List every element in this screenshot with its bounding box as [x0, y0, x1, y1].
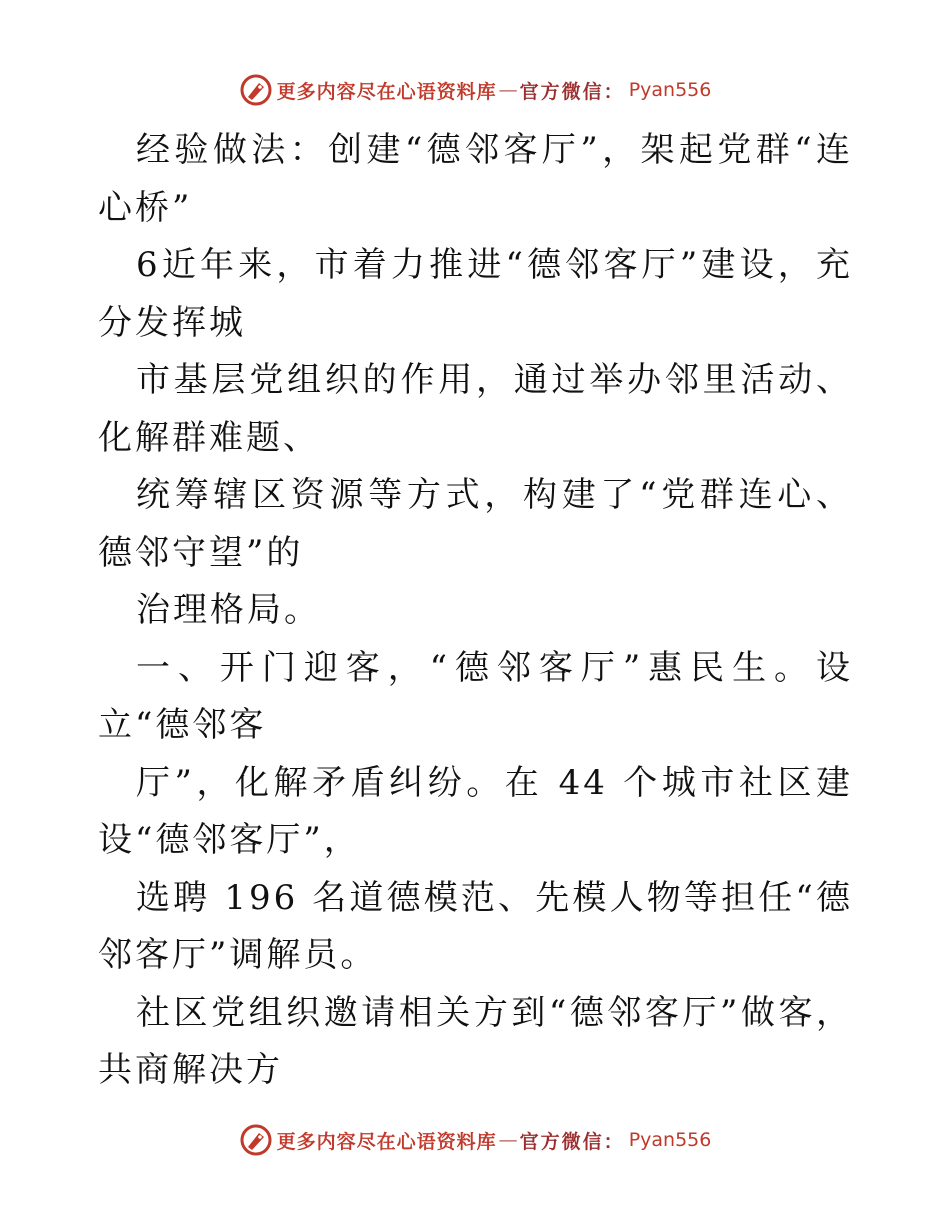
paragraph: 选聘 196 名道德模范、先模人物等担任“德邻客厅”调解员。 — [98, 877, 853, 975]
banner-wechat-label: 官方微信： — [519, 1130, 625, 1153]
banner-separator: — — [498, 79, 518, 101]
paragraph: 经验做法：创建“德邻客厅”，架起党群“连心桥” — [98, 130, 853, 228]
banner-title: 更多内容尽在心语资料库 — [276, 80, 497, 103]
paragraph: 市基层党组织的作用，通过举办邻里活动、化解群难题、 — [98, 360, 853, 458]
pen-nib-logo-icon — [239, 73, 273, 107]
document-body — [98, 122, 853, 1100]
footer-watermark-banner — [0, 1120, 950, 1160]
paragraph: 厅”，化解矛盾纠纷。在 44 个城市社区建设“德邻客厅”， — [98, 762, 853, 860]
paragraph: 治理格局。 — [136, 590, 321, 630]
pen-nib-logo-icon — [239, 1123, 273, 1157]
banner-separator: — — [498, 1129, 518, 1151]
header-watermark-banner — [0, 70, 950, 110]
banner-title: 更多内容尽在心语资料库 — [276, 1130, 497, 1153]
paragraph: 6近年来，市着力推进“德邻客厅”建设，充分发挥城 — [98, 245, 853, 343]
paragraph: 社区党组织邀请相关方到“德邻客厅”做客，共商解决方 — [98, 992, 853, 1090]
banner-wechat-id: Pyan556 — [628, 79, 712, 101]
banner-wechat-label: 官方微信： — [519, 80, 625, 103]
paragraph: 统筹辖区资源等方式，构建了“党群连心、德邻守望”的 — [98, 475, 853, 573]
banner-wechat-id: Pyan556 — [628, 1129, 712, 1151]
paragraph: 一、开门迎客，“德邻客厅”惠民生。设立“德邻客 — [98, 647, 853, 745]
